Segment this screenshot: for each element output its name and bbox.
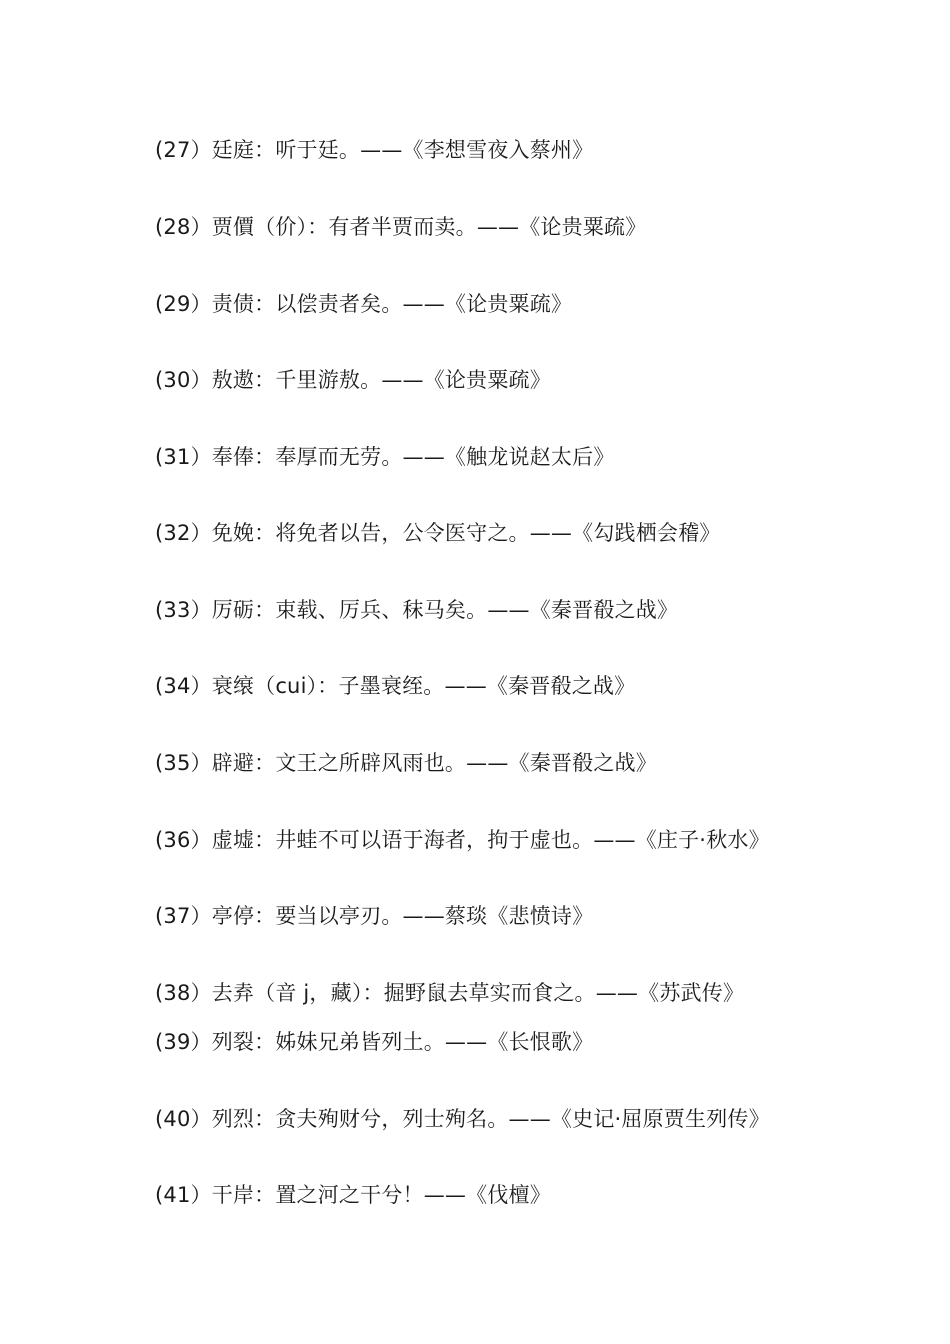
entry-27: (27）廷庭：听于廷。——《李想雪夜入蔡州》: [155, 138, 594, 162]
entry-29: (29）责债：以偿责者矣。——《论贵粟疏》: [155, 292, 573, 316]
entry-40: (40）列烈：贪夫殉财兮，列士殉名。——《史记·屈原贾生列传》: [155, 1107, 770, 1131]
entry-41: (41）干岸：置之河之干兮！——《伐檀》: [155, 1183, 551, 1207]
entry-31: (31）奉俸：奉厚而无劳。——《触龙说赵太后》: [155, 445, 615, 469]
entry-30: (30）敖遨：千里游敖。——《论贵粟疏》: [155, 368, 551, 392]
entry-37: (37）亭停：要当以亭刃。——蔡琰《悲愤诗》: [155, 904, 594, 928]
entry-28: (28）贾價（价）：有者半贾而卖。——《论贵粟疏》: [155, 215, 647, 239]
entry-36: (36）虚墟：井蛙不可以语于海者，拘于虚也。——《庄子·秋水》: [155, 828, 770, 852]
entry-33: (33）厉砺：束载、厉兵、秣马矣。——《秦晋殽之战》: [155, 598, 679, 622]
entry-32: (32）免娩：将免者以告，公令医守之。——《勾践栖会稽》: [155, 521, 721, 545]
entry-39: (39）列裂：姊妹兄弟皆列土。——《长恨歌》: [155, 1030, 594, 1054]
entry-35: (35）辟避：文王之所辟风雨也。——《秦晋殽之战》: [155, 751, 657, 775]
entry-38: (38）去弆（音 j，藏）：掘野鼠去草实而食之。——《苏武传》: [155, 981, 745, 1005]
entry-34: (34）衰缞（cui）：子墨衰绖。——《秦晋殽之战》: [155, 674, 636, 698]
